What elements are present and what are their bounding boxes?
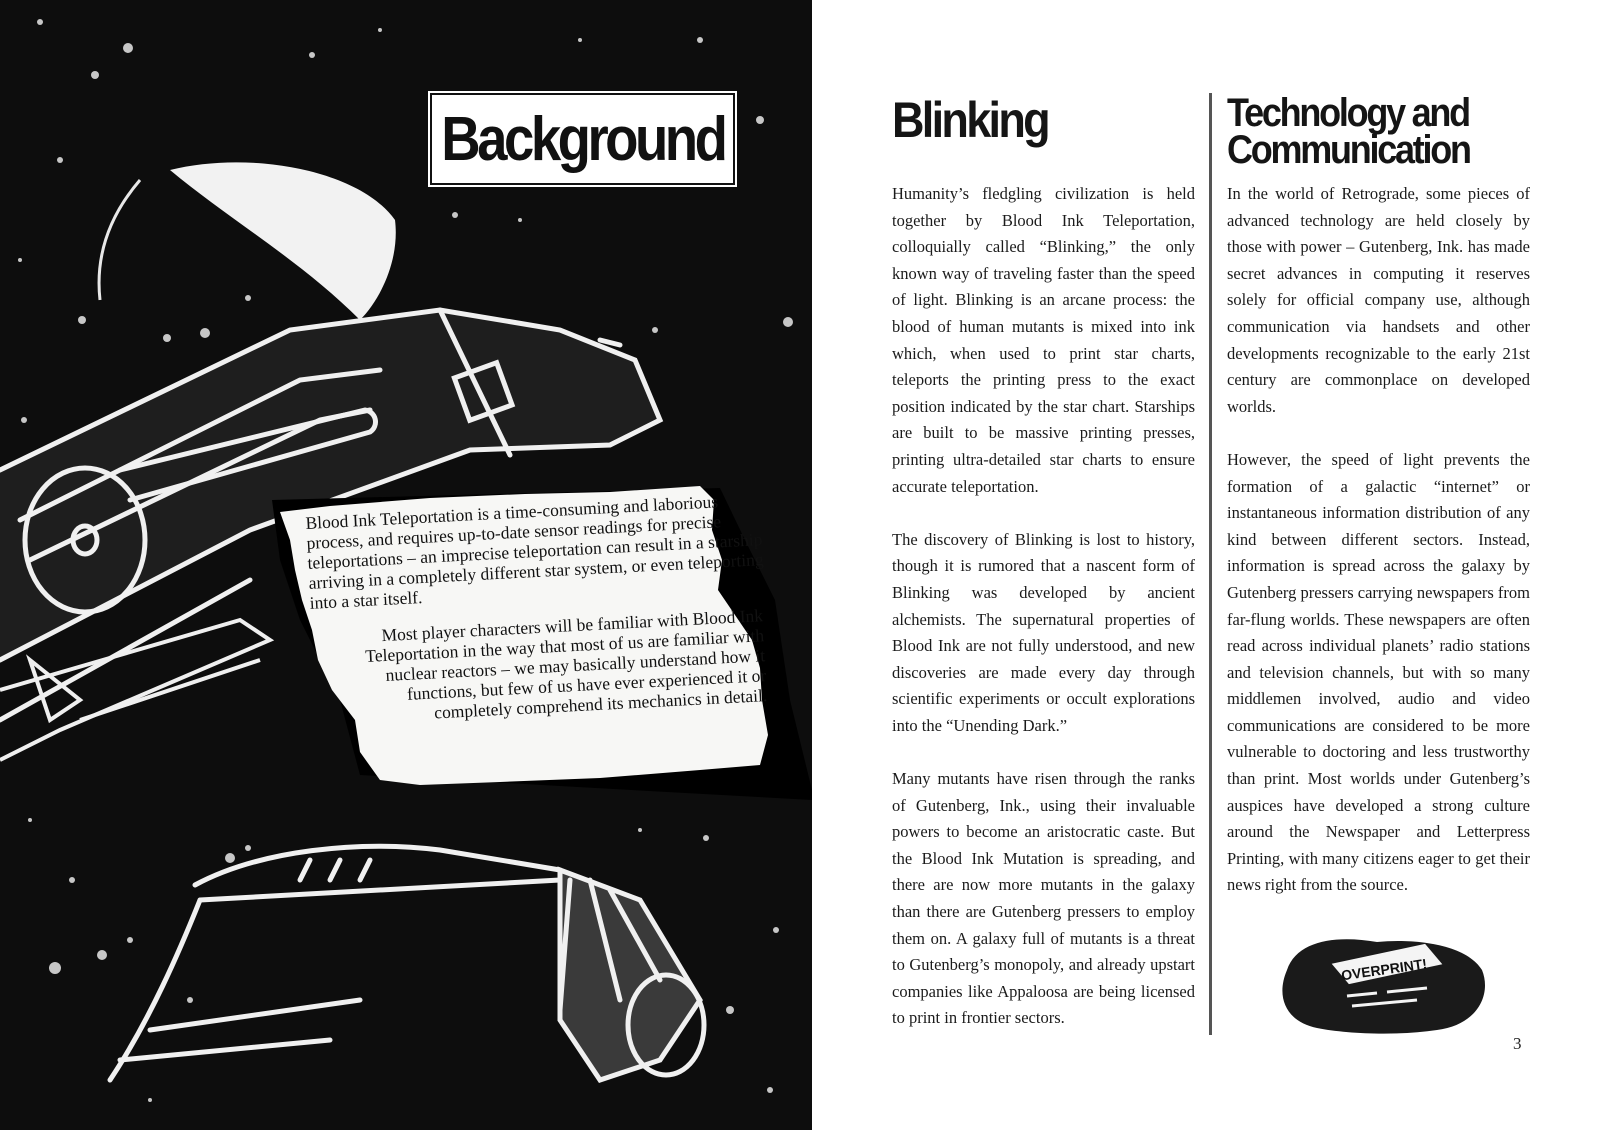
overprint-stamp-icon bbox=[1277, 930, 1497, 1040]
note-paragraph-2: Most player characters will be familiar with Blood Ink Teleportation in the way that most of us are familiar with nuclear reactors – we may basically understand how it functions, but few of us have ever experienced it or completely comprehend its mechanics in detail. bbox=[364, 605, 768, 723]
column-divider bbox=[1209, 93, 1212, 1035]
page-number: 3 bbox=[1513, 1034, 1522, 1053]
blinking-paragraph-2: The discovery of Blinking is lost to history, though it is rumored that a nascent form of Blinking was developed by ancient alchemists. The supernatural properties of Blood Ink are not fully understood, and new discoveries are made every day through scientific experiments or occult explorations into the “Unending Dark.” bbox=[892, 529, 1195, 735]
technology-heading-line-1: Technology and bbox=[1227, 91, 1469, 135]
stamp-label: OVERPRINT! bbox=[1340, 955, 1428, 984]
technology-body bbox=[1227, 181, 1530, 926]
technology-heading bbox=[1227, 91, 1500, 172]
technology-paragraph-2: However, the speed of light prevents the formation of a galactic “internet” or instantaneous information distribution of any kind between different sectors. Instead, information is spread across the galaxy by Gutenberg pressers carrying newspapers from far-flung worlds. These newspapers are often read across individual planets’ radio stations and television channels, but with so many middlemen involved, audio and video communications are considered to be more vulnerable to doctoring and less trustworthy than print. Most worlds under Gutenberg’s auspices have developed a strong culture around the Newspaper and Letterpress Printing, with many citizens eager to get their news right from the source. bbox=[1227, 449, 1531, 895]
blinking-column bbox=[892, 92, 1195, 1028]
blinking-body bbox=[892, 181, 1195, 1059]
technology-paragraph-1: In the world of Retrograde, some pieces of advanced technology are held closely by those with power – Gutenberg, Ink. has made secret advances in computing it reserves solely for official company use, although communication via handsets and other developments recognizable to the early 21st century are commonplace on developed worlds. bbox=[1227, 184, 1530, 416]
blinking-paragraph-3: Many mutants have risen through the ranks of Gutenberg, Ink., using their invaluable powers to become an aristocratic caste. But the Blood Ink Mutation is spreading, and there are now more mutants in the galaxy than there are Gutenberg pressers to employ them on. A galaxy full of mutants is a threat to Gutenberg’s monopoly, and already upstart companies like Appaloosa are being licensed to print in frontier sectors. bbox=[892, 769, 1195, 1028]
blinking-paragraph-1: Humanity’s fledgling civilization is held together by Blood Ink Teleportation, colloquially called “Blinking,” the only known way of traveling faster than the speed of light. Blinking is an arcane process: the blood of human mutants is mixed into ink which, when used to print star charts, teleports the printing press to the exact position indicated by the star chart. Starships are built to be massive printing presses, printing ultra-detailed star charts to ensure accurate teleportation. bbox=[892, 184, 1195, 496]
blinking-heading: Blinking bbox=[892, 92, 1048, 148]
page-title: Background bbox=[440, 104, 725, 174]
note-paragraph-1: Blood Ink Teleportation is a time-consuming and laborious process, and requires up-to-date sensor readings for precise teleportations – an imprecise teleportation can result in a starship arriving in a completely different star system, or even teleporting into a star itself. bbox=[305, 491, 765, 613]
background-title-box bbox=[430, 93, 735, 185]
technology-heading-line-2: Communication bbox=[1227, 128, 1470, 172]
technology-column bbox=[1227, 91, 1531, 895]
teleportation-note bbox=[305, 489, 777, 745]
